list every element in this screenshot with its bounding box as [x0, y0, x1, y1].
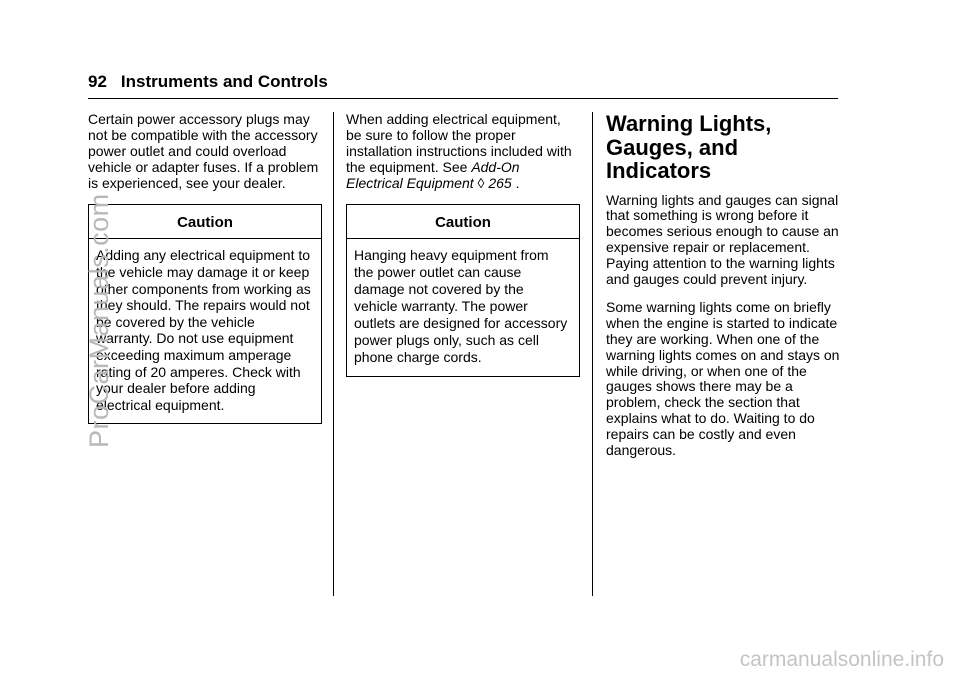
page-header — [88, 72, 838, 92]
installation-paragraph — [346, 112, 580, 192]
column-1 — [88, 112, 322, 424]
paragraph-end: . — [511, 174, 520, 191]
caution-box-1 — [88, 204, 322, 425]
warning-lights-paragraph-1: Warning lights and gauges can signal that something is wrong before it becomes serious enough to cause an expensive repair or replacement. Paying attention to the warning lights and gauges could prevent injury. — [606, 191, 839, 288]
caution-body: Hanging heavy equipment from the power outlet can cause damage not covered by the vehicle warranty. The power outlets are designed for accessory power plugs only, such as cell phone charge cords. — [354, 247, 568, 366]
header-divider — [88, 98, 838, 99]
section-title: Instruments and Controls — [120, 72, 328, 91]
accessory-plug-paragraph: Certain power accessory plugs may not be compatible with the accessory power outlet and could overload vehicle or adapter fuses. If a problem is experienced, see your dealer. — [88, 111, 319, 191]
caution-body: Adding any electrical equipment to the vehicle may damage it or keep other components from working as they should. The repairs would not be covered by the vehicle warranty. Do not use equipment exceeding maximum amperage rating of 20 amperes. Check with your dealer before adding electrical equipment. — [96, 247, 311, 413]
footer-watermark: carmanualsonline.info — [739, 648, 944, 671]
caution-box-2 — [346, 204, 580, 378]
add-on-equipment-link[interactable]: Add-On Electrical Equipment — [346, 158, 520, 191]
column-3 — [606, 112, 840, 471]
column-divider-2 — [592, 112, 593, 596]
caution-title: Caution — [347, 205, 579, 240]
column-2 — [346, 112, 580, 377]
page-ref-icon: ◊ — [477, 174, 485, 191]
warning-lights-paragraph-2: Some warning lights come on briefly when the engine is started to indicate they are working. When one of the warning lights comes on and stays on while driving, or when one of the gauges shows there may be a problem, check the section that explains what to do. Waiting to do repairs can be costly and even dangerous. — [606, 298, 840, 459]
side-watermark: ProCarManuals.com — [84, 193, 114, 448]
installation-text: When adding electrical equipment, be sure to follow the proper installation instructions included with the equipment. See — [346, 111, 572, 175]
page-number: 92 — [88, 72, 107, 91]
column-divider-1 — [333, 112, 334, 596]
caution-title: Caution — [89, 205, 321, 240]
page-ref-number[interactable]: 265 — [488, 174, 512, 191]
section-heading: Warning Lights, Gauges, and Indicators — [606, 111, 772, 183]
